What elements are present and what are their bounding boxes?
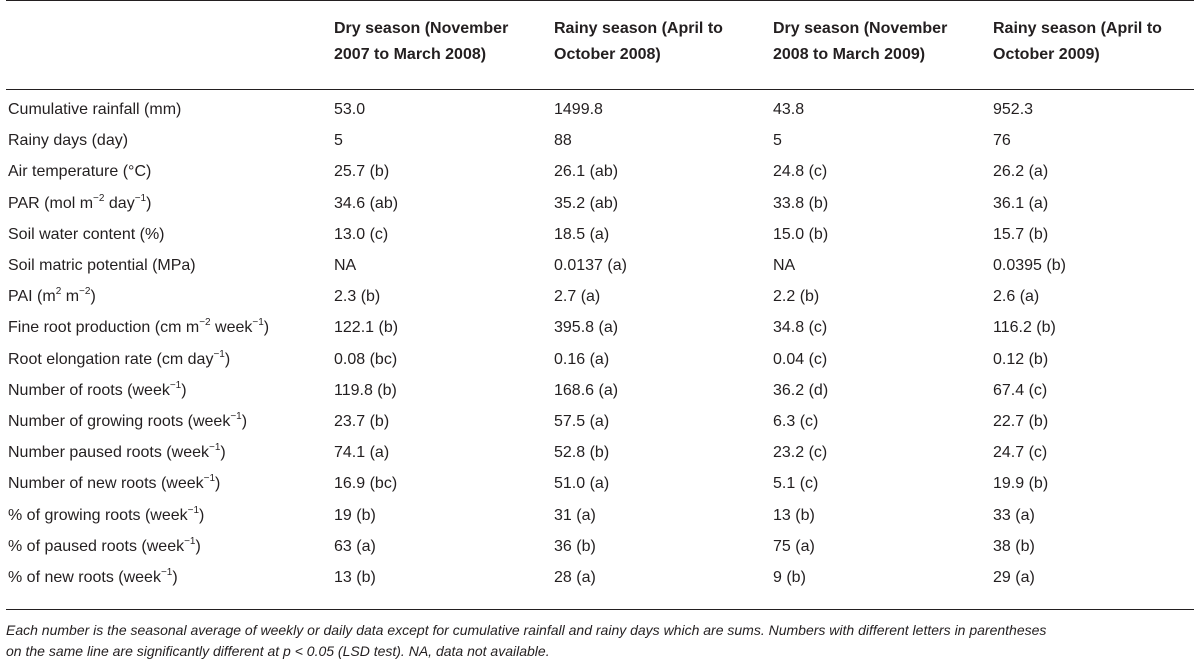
- row-label-part: PAR (mol m: [8, 195, 94, 212]
- row-label-part: week: [210, 319, 253, 336]
- column-header-dry-2008-2009: [773, 16, 947, 68]
- table-cell: 53.0: [334, 101, 366, 118]
- row-label-part: ): [224, 351, 231, 368]
- column-header-line: October 2008): [554, 46, 661, 63]
- table-cell: NA: [334, 257, 357, 274]
- unit-exponent: −1: [230, 410, 242, 422]
- unit-exponent: −1: [203, 472, 216, 484]
- table-cell: 67.4 (c): [993, 382, 1048, 399]
- table-cell: 24.7 (c): [993, 444, 1048, 461]
- row-label-part: ): [241, 413, 248, 430]
- row-label: [8, 443, 226, 463]
- row-label: [8, 194, 151, 214]
- table-cell: 76: [993, 132, 1011, 149]
- table-cell: 5: [334, 132, 343, 149]
- table-cell: 5.1 (c): [773, 475, 819, 492]
- column-header-line: Dry season (November: [773, 20, 948, 37]
- row-label: [8, 412, 247, 432]
- unit-exponent: −2: [79, 285, 91, 297]
- table-cell: 119.8 (b): [334, 382, 397, 399]
- table-cell: 0.04 (c): [773, 351, 828, 368]
- table-cell: 19.9 (b): [993, 475, 1049, 492]
- table-cell: 26.2 (a): [993, 163, 1049, 180]
- table-cell: 34.8 (c): [773, 319, 828, 336]
- column-header-rainy-2008: [554, 16, 723, 68]
- table-cell: 63 (a): [334, 538, 376, 555]
- row-label-part: ): [172, 569, 178, 586]
- unit-exponent: −1: [169, 379, 182, 391]
- row-label: [8, 381, 187, 401]
- table-cell: 952.3: [993, 101, 1034, 118]
- table-cell: 0.08 (bc): [334, 351, 398, 368]
- row-label-part: Number paused roots (week: [8, 444, 209, 461]
- row-label-part: PAI (m: [8, 288, 56, 305]
- row-label-part: ): [199, 507, 205, 524]
- table-cell: 116.2 (b): [993, 319, 1056, 336]
- table-cell: 36.1 (a): [993, 195, 1049, 212]
- row-label-part: ): [181, 382, 187, 399]
- row-label-part: ): [195, 538, 201, 555]
- row-label: Cumulative rainfall (mm): [8, 101, 182, 118]
- table-cell: 28 (a): [554, 569, 596, 586]
- table-cell: 43.8: [773, 101, 805, 118]
- table-cell: 33 (a): [993, 507, 1035, 524]
- row-label: [8, 318, 269, 338]
- table-cell: 74.1 (a): [334, 444, 390, 461]
- unit-exponent: −1: [208, 441, 221, 453]
- row-label: [8, 350, 230, 370]
- table-cell: 75 (a): [773, 538, 815, 555]
- row-label: [8, 568, 178, 588]
- table-cell: 6.3 (c): [773, 413, 819, 430]
- row-label-part: day: [104, 195, 135, 212]
- row-label-part: Number of new roots (week: [8, 475, 204, 492]
- unit-exponent: −1: [134, 192, 147, 204]
- row-label-part: m: [61, 288, 80, 305]
- table-header-rule: [6, 89, 1194, 90]
- unit-exponent: −2: [93, 192, 105, 204]
- unit-exponent: −1: [187, 504, 200, 516]
- row-label-part: ): [90, 288, 96, 305]
- row-label-part: Fine root production (cm m: [8, 319, 200, 336]
- table-cell: 0.16 (a): [554, 351, 610, 368]
- table-cell: 395.8 (a): [554, 319, 619, 336]
- table-cell: 2.7 (a): [554, 288, 601, 305]
- table-cell: 13 (b): [334, 569, 376, 586]
- column-header-line: Dry season (November: [334, 20, 509, 37]
- column-header-line: October 2009): [993, 46, 1100, 63]
- table-cell: 36.2 (d): [773, 382, 829, 399]
- table-cell: 2.6 (a): [993, 288, 1040, 305]
- row-label-part: ): [215, 475, 221, 492]
- column-header-line: Rainy season (April to: [554, 20, 723, 37]
- table-cell: 122.1 (b): [334, 319, 399, 336]
- column-header-dry-2007-2008: [334, 16, 508, 68]
- table-cell: 35.2 (ab): [554, 195, 619, 212]
- table-cell: 0.0395 (b): [993, 257, 1066, 274]
- table-cell: 2.2 (b): [773, 288, 820, 305]
- row-label: Rainy days (day): [8, 132, 129, 149]
- table-footnote: [6, 620, 1196, 662]
- table-cell: 29 (a): [993, 569, 1035, 586]
- unit-exponent: −1: [252, 316, 264, 328]
- table-cell: 31 (a): [554, 507, 596, 524]
- table-cell: 25.7 (b): [334, 163, 390, 180]
- table-cell: 13.0 (c): [334, 226, 389, 243]
- table-cell: 36 (b): [554, 538, 596, 555]
- table-cell: 26.1 (ab): [554, 163, 619, 180]
- unit-exponent: −1: [213, 348, 225, 360]
- row-label: Soil water content (%): [8, 226, 165, 243]
- table-cell: 23.7 (b): [334, 413, 390, 430]
- table-cell: 168.6 (a): [554, 382, 619, 399]
- table-cell: 1499.8: [554, 101, 603, 118]
- footnote-line: Each number is the seasonal average of weekly or daily data except for cumulative rainfall and rainy days which are sums. Numbers with different letters in parentheses: [6, 622, 1047, 638]
- row-label-part: ): [263, 319, 270, 336]
- table-cell: 19 (b): [334, 507, 376, 524]
- table-cell: NA: [773, 257, 796, 274]
- row-label: [8, 506, 204, 526]
- table-bottom-rule: [6, 609, 1194, 610]
- row-label: [8, 474, 220, 494]
- table-cell: 24.8 (c): [773, 163, 828, 180]
- row-label: Air temperature (°C): [8, 163, 152, 180]
- column-header-line: 2008 to March 2009): [773, 46, 926, 63]
- table-cell: 16.9 (bc): [334, 475, 398, 492]
- row-label-part: % of growing roots (week: [8, 507, 188, 524]
- table-cell: 0.12 (b): [993, 351, 1049, 368]
- row-label-part: % of paused roots (week: [8, 538, 185, 555]
- table-cell: 33.8 (b): [773, 195, 829, 212]
- row-label-part: % of new roots (week: [8, 569, 161, 586]
- row-label-part: ): [146, 195, 152, 212]
- column-header-rainy-2009: [993, 16, 1162, 68]
- row-label-part: Number of growing roots (week: [8, 413, 231, 430]
- table-cell: 15.0 (b): [773, 226, 829, 243]
- unit-exponent: −1: [160, 566, 173, 578]
- table-cell: 23.2 (c): [773, 444, 828, 461]
- table-cell: 13 (b): [773, 507, 815, 524]
- row-label-part: Root elongation rate (cm day: [8, 351, 214, 368]
- table-cell: 15.7 (b): [993, 226, 1049, 243]
- footnote-line: on the same line are significantly different at p < 0.05 (LSD test). NA, data not available.: [6, 643, 550, 659]
- column-header-line: Rainy season (April to: [993, 20, 1162, 37]
- table-cell: 51.0 (a): [554, 475, 610, 492]
- unit-exponent: −1: [184, 535, 196, 547]
- table-cell: 57.5 (a): [554, 413, 610, 430]
- table-top-rule: [6, 0, 1194, 1]
- table-cell: 52.8 (b): [554, 444, 610, 461]
- unit-exponent: 2: [55, 285, 62, 297]
- table-cell: 2.3 (b): [334, 288, 381, 305]
- table-cell: 88: [554, 132, 572, 149]
- row-label-part: Number of roots (week: [8, 382, 170, 399]
- table-cell: 34.6 (ab): [334, 195, 399, 212]
- table-cell: 38 (b): [993, 538, 1035, 555]
- row-label-part: ): [220, 444, 226, 461]
- table-cell: 18.5 (a): [554, 226, 610, 243]
- unit-exponent: −2: [199, 316, 211, 328]
- row-label: [8, 537, 201, 557]
- table-cell: 0.0137 (a): [554, 257, 627, 274]
- column-header-line: 2007 to March 2008): [334, 46, 487, 63]
- table-cell: 22.7 (b): [993, 413, 1049, 430]
- row-label: Soil matric potential (MPa): [8, 257, 196, 274]
- table-cell: 9 (b): [773, 569, 806, 586]
- row-label: [8, 287, 96, 307]
- table-cell: 5: [773, 132, 782, 149]
